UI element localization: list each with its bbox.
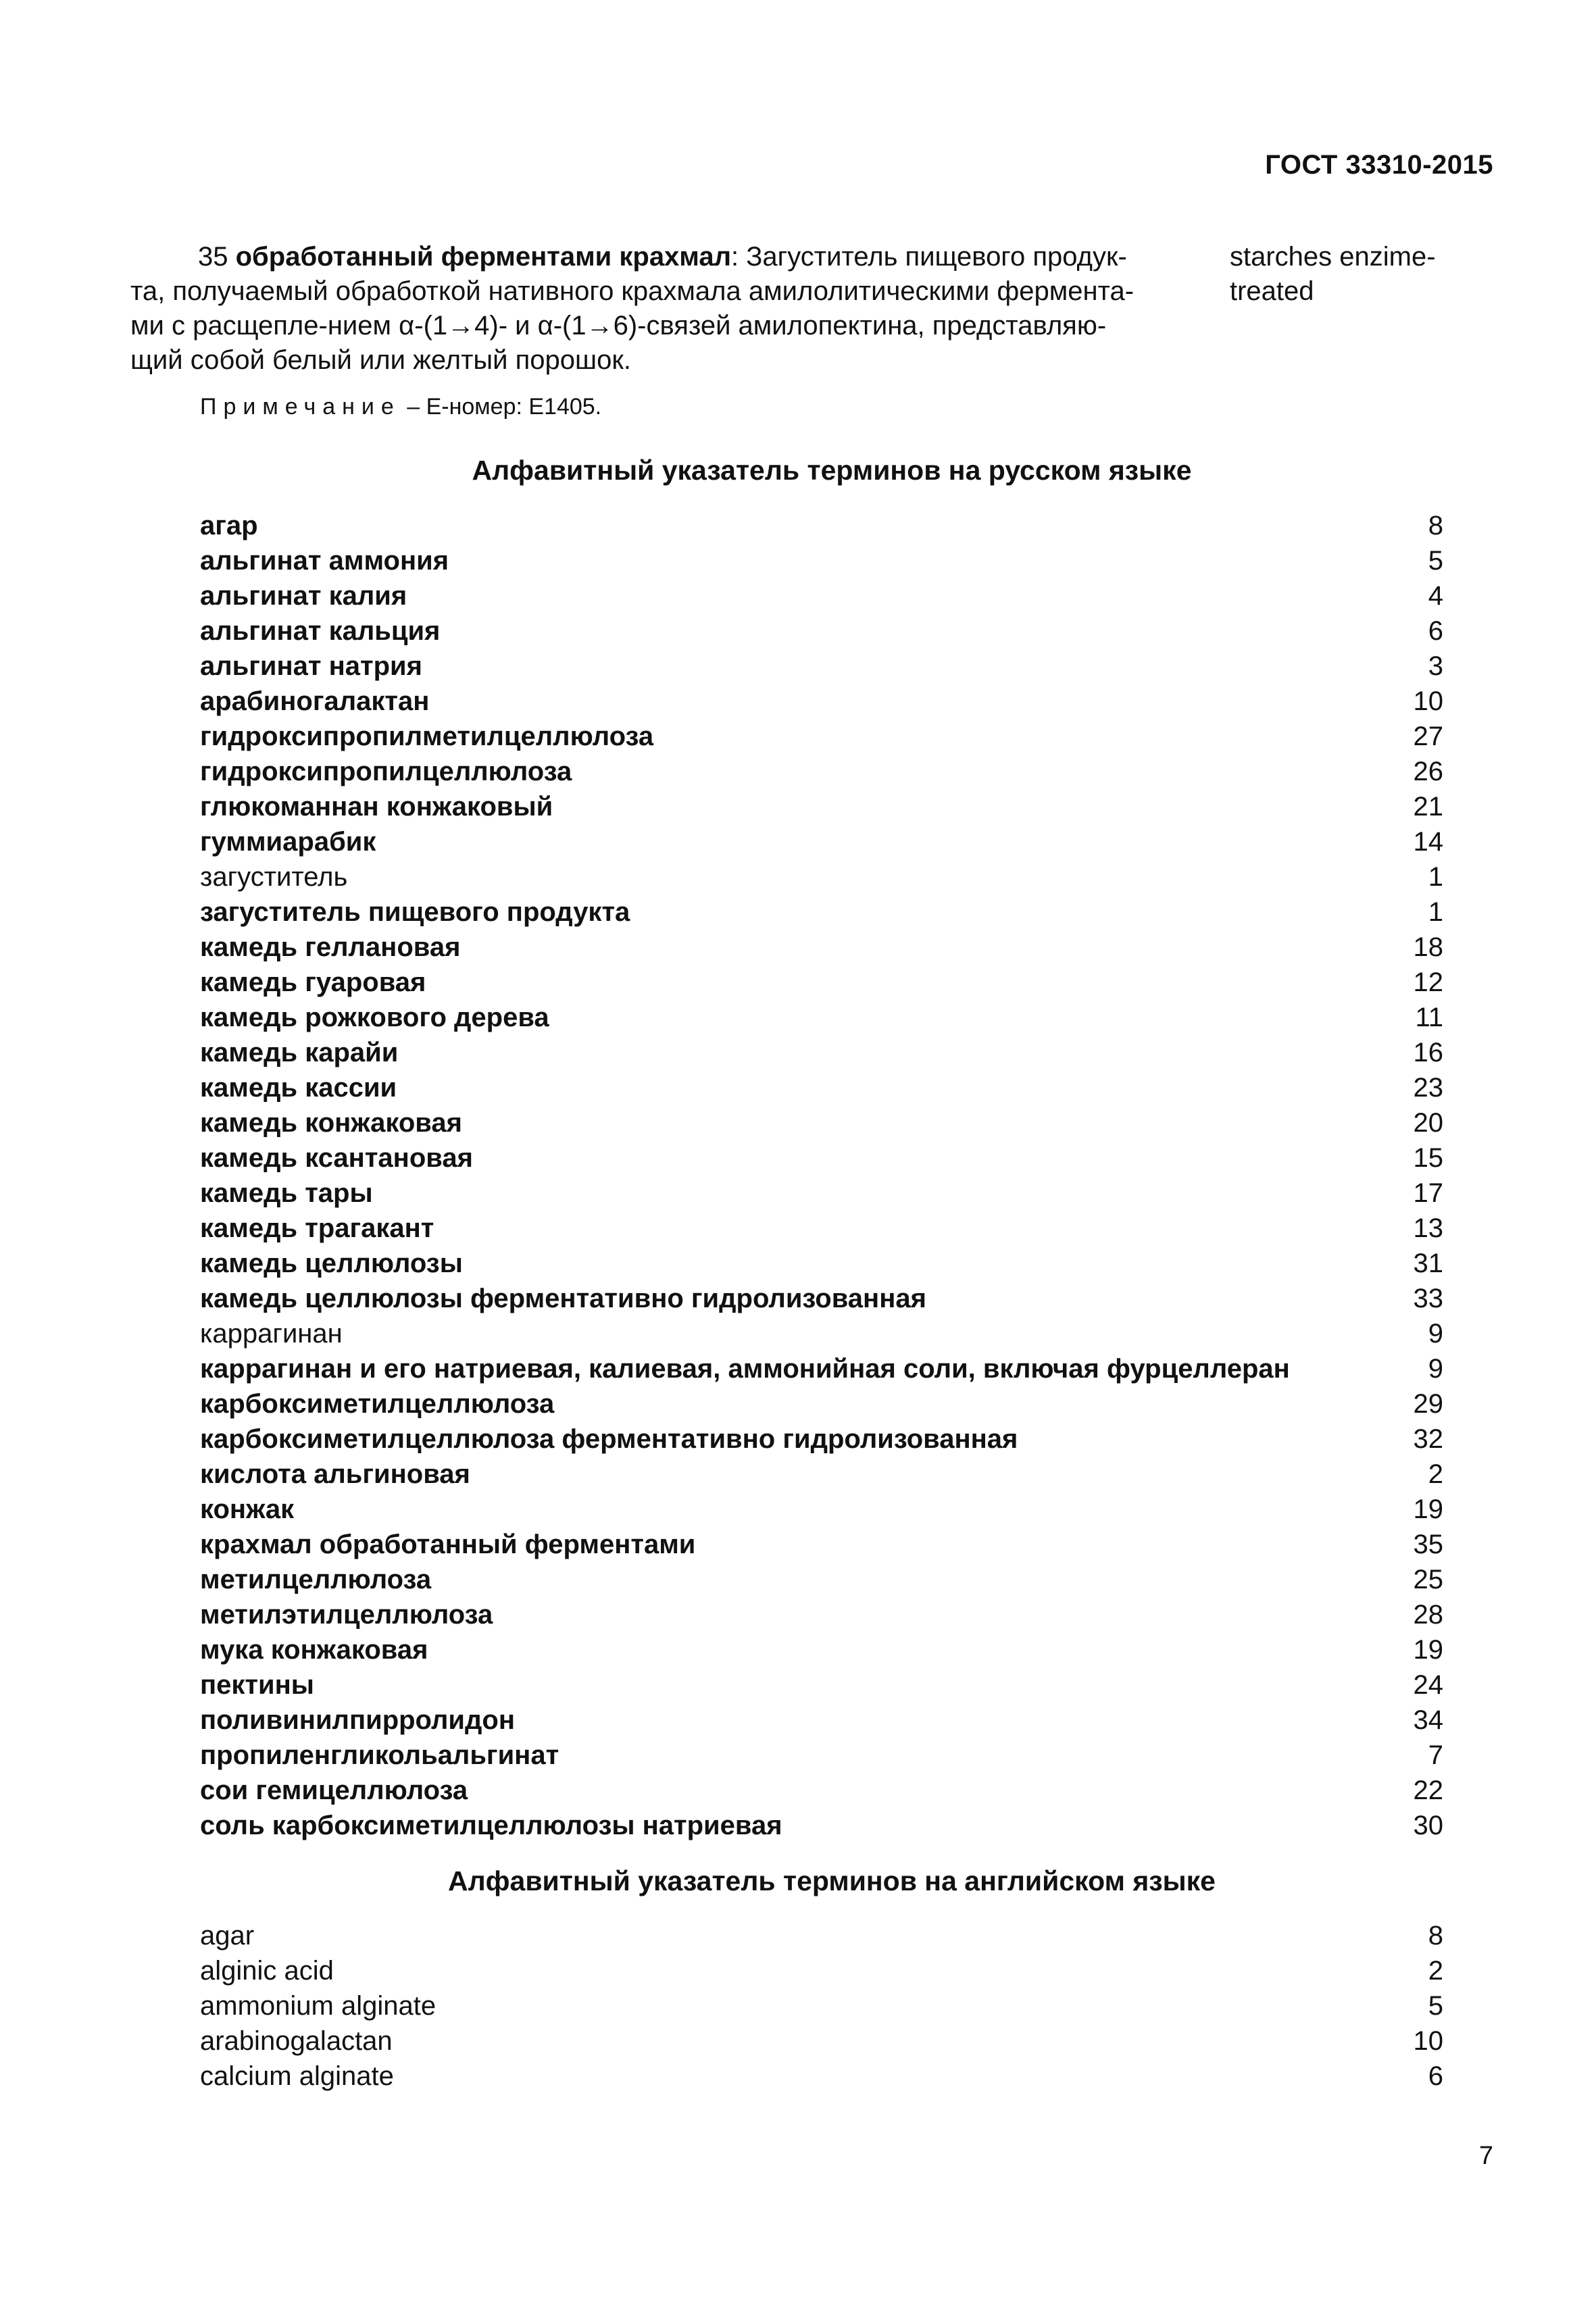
- index-row: [200, 1105, 1443, 1140]
- index-row: [200, 1632, 1443, 1667]
- index-term-number: 30: [1413, 1811, 1443, 1840]
- index-row: [200, 1316, 1443, 1351]
- index-term-number: 5: [1428, 546, 1443, 576]
- index-term: камедь рожкового дерева: [200, 1003, 549, 1032]
- index-term-number: 21: [1413, 792, 1443, 822]
- index-row: [200, 1140, 1443, 1176]
- index-row: [200, 1953, 1443, 1988]
- note: [200, 392, 601, 422]
- index-term: гуммиарабик: [200, 827, 376, 857]
- index-term: камедь трагакант: [200, 1213, 434, 1243]
- index-term: карбоксиметилцеллюлоза ферментативно гидролизованная: [200, 1424, 1018, 1454]
- index-term: поливинилпирролидон: [200, 1705, 515, 1735]
- index-term: глюкоманнан конжаковый: [200, 792, 553, 822]
- term-name: обработанный ферментами крахмал: [235, 242, 732, 272]
- index-term-number: 14: [1413, 827, 1443, 857]
- index-term-number: 15: [1413, 1143, 1443, 1173]
- index-term: альгинат натрия: [200, 651, 422, 681]
- index-term: метилэтилцеллюлоза: [200, 1600, 493, 1630]
- index-term: каррагинан: [200, 1319, 343, 1349]
- index-term: арабиногалактан: [200, 686, 430, 716]
- index-term-number: 3: [1428, 651, 1443, 681]
- index-row: [200, 2059, 1443, 2094]
- index-term: сои гемицеллюлоза: [200, 1776, 468, 1805]
- index-term-number: 23: [1413, 1073, 1443, 1103]
- index-ru-list: [200, 508, 1443, 1843]
- index-row: [200, 930, 1443, 965]
- index-term-number: 6: [1428, 616, 1443, 646]
- index-term: ammonium alginate: [200, 1991, 437, 2021]
- index-row: [200, 1492, 1443, 1527]
- index-term-number: 1: [1428, 862, 1443, 892]
- index-term: гидроксипропилцеллюлоза: [200, 757, 572, 786]
- page-number: 7: [1478, 2142, 1493, 2170]
- index-term-number: 11: [1415, 1003, 1443, 1032]
- index-term: камедь ксантановая: [200, 1143, 473, 1173]
- index-term-number: 33: [1413, 1284, 1443, 1313]
- index-term: камедь тары: [200, 1178, 373, 1208]
- index-term: камедь кассии: [200, 1073, 397, 1103]
- index-term: камедь геллановая: [200, 932, 461, 962]
- index-row: [200, 684, 1443, 719]
- index-term: соль карбоксиметилцеллюлозы натриевая: [200, 1811, 782, 1840]
- index-ru-title: Алфавитный указатель терминов на русском языке: [472, 455, 1192, 486]
- index-term-number: 17: [1413, 1178, 1443, 1208]
- index-term: альгинат калия: [200, 581, 407, 611]
- index-en-list: [200, 1918, 1443, 2094]
- index-term: агар: [200, 511, 258, 540]
- index-row: [200, 1562, 1443, 1597]
- index-term: конжак: [200, 1494, 295, 1524]
- note-label: Примечание: [200, 394, 401, 420]
- index-term: agar: [200, 1921, 255, 1951]
- term-definition-start: : Загуститель пищевого продук-: [731, 242, 1127, 272]
- index-term: мука конжаковая: [200, 1635, 428, 1665]
- index-row: [200, 2023, 1443, 2059]
- index-term-number: 29: [1413, 1389, 1443, 1419]
- index-row: [200, 754, 1443, 789]
- standard-header: ГОСТ 33310-2015: [1265, 150, 1493, 180]
- note-text: – Е-номер: Е1405.: [400, 394, 602, 420]
- index-term-number: 8: [1428, 1921, 1443, 1951]
- index-term-number: 26: [1413, 757, 1443, 786]
- index-row: [200, 1070, 1443, 1105]
- index-row: [200, 1281, 1443, 1316]
- index-term-number: 2: [1428, 1956, 1443, 1986]
- index-term-number: 19: [1413, 1635, 1443, 1665]
- index-term-number: 32: [1413, 1424, 1443, 1454]
- index-row: [200, 1386, 1443, 1422]
- index-row: [200, 1176, 1443, 1211]
- index-row: [200, 613, 1443, 649]
- index-row: [200, 1457, 1443, 1492]
- index-term: гидроксипропилметилцеллюлоза: [200, 722, 654, 751]
- index-term: альгинат кальция: [200, 616, 441, 646]
- index-term-number: 20: [1413, 1108, 1443, 1138]
- index-row: [200, 543, 1443, 578]
- term-english-equivalent: [1230, 240, 1473, 309]
- index-row: [200, 1988, 1443, 2023]
- term-definition-line-3: ми с расщепле-нием α-(1→4)- и α-(1→6)-связей амилопектина, представляю-: [130, 311, 1107, 341]
- index-term: камедь гуаровая: [200, 967, 426, 997]
- index-term-number: 2: [1428, 1459, 1443, 1489]
- index-term-number: 1: [1428, 897, 1443, 927]
- index-row: [200, 965, 1443, 1000]
- index-term: альгинат аммония: [200, 546, 449, 576]
- index-term-number: 25: [1413, 1565, 1443, 1594]
- term-definition-35: [130, 240, 1171, 378]
- index-row: [200, 859, 1443, 895]
- index-term: кислота альгиновая: [200, 1459, 470, 1489]
- index-term: камедь карайи: [200, 1038, 399, 1067]
- index-term-number: 28: [1413, 1600, 1443, 1630]
- index-row: [200, 1211, 1443, 1246]
- index-term: загуститель пищевого продукта: [200, 897, 630, 927]
- index-term-number: 12: [1413, 967, 1443, 997]
- index-row: [200, 1035, 1443, 1070]
- index-term: calcium alginate: [200, 2061, 394, 2091]
- index-row: [200, 508, 1443, 543]
- term-definition-line-4: щий собой белый или желтый порошок.: [130, 345, 631, 375]
- term-english-line-2: treated: [1230, 276, 1314, 306]
- index-row: [200, 1000, 1443, 1035]
- index-term-number: 22: [1413, 1776, 1443, 1805]
- index-term: пропиленгликольальгинат: [200, 1740, 559, 1770]
- index-term-number: 19: [1413, 1494, 1443, 1524]
- index-term-number: 7: [1428, 1740, 1443, 1770]
- index-term: загуститель: [200, 862, 348, 892]
- index-row: [200, 1773, 1443, 1808]
- index-term: камедь конжаковая: [200, 1108, 462, 1138]
- index-row: [200, 789, 1443, 824]
- index-row: [200, 1527, 1443, 1562]
- index-row: [200, 1422, 1443, 1457]
- index-term-number: 35: [1413, 1530, 1443, 1559]
- index-term-number: 34: [1413, 1705, 1443, 1735]
- index-term-number: 9: [1428, 1319, 1443, 1349]
- index-row: [200, 1351, 1443, 1386]
- index-row: [200, 578, 1443, 613]
- index-term-number: 5: [1428, 1991, 1443, 2021]
- index-row: [200, 824, 1443, 859]
- index-term-number: 18: [1413, 932, 1443, 962]
- term-first-line: [130, 240, 1171, 274]
- index-term: arabinogalactan: [200, 2026, 393, 2056]
- index-row: [200, 1667, 1443, 1703]
- index-row: [200, 1246, 1443, 1281]
- index-term-number: 9: [1428, 1354, 1443, 1384]
- index-term-number: 10: [1413, 2026, 1443, 2056]
- index-row: [200, 1597, 1443, 1632]
- index-en-title: Алфавитный указатель терминов на английском языке: [448, 1865, 1216, 1896]
- term-number: 35: [198, 242, 228, 272]
- index-row: [200, 1808, 1443, 1843]
- index-term: камедь целлюлозы: [200, 1249, 463, 1278]
- index-row: [200, 1703, 1443, 1738]
- index-term-number: 10: [1413, 686, 1443, 716]
- index-term: alginic acid: [200, 1956, 334, 1986]
- index-term: камедь целлюлозы ферментативно гидролизованная: [200, 1284, 926, 1313]
- index-term: метилцеллюлоза: [200, 1565, 432, 1594]
- index-term-number: 31: [1413, 1249, 1443, 1278]
- index-row: [200, 649, 1443, 684]
- term-english-line-1: starches enzime-: [1230, 242, 1436, 272]
- index-row: [200, 1738, 1443, 1773]
- index-term: карбоксиметилцеллюлоза: [200, 1389, 555, 1419]
- term-definition-line-2: та, получаемый обработкой нативного крахмала амилолитическими фермента-: [130, 276, 1134, 306]
- index-term-number: 24: [1413, 1670, 1443, 1700]
- index-term: пектины: [200, 1670, 314, 1700]
- index-term: крахмал обработанный ферментами: [200, 1530, 696, 1559]
- index-row: [200, 895, 1443, 930]
- index-term-number: 13: [1413, 1213, 1443, 1243]
- index-term-number: 8: [1428, 511, 1443, 540]
- index-term-number: 16: [1413, 1038, 1443, 1067]
- index-term-number: 4: [1428, 581, 1443, 611]
- index-term: каррагинан и его натриевая, калиевая, аммонийная соли, включая фурцеллеран: [200, 1354, 1290, 1384]
- index-term-number: 27: [1413, 722, 1443, 751]
- index-term-number: 6: [1428, 2061, 1443, 2091]
- index-row: [200, 1918, 1443, 1953]
- index-row: [200, 719, 1443, 754]
